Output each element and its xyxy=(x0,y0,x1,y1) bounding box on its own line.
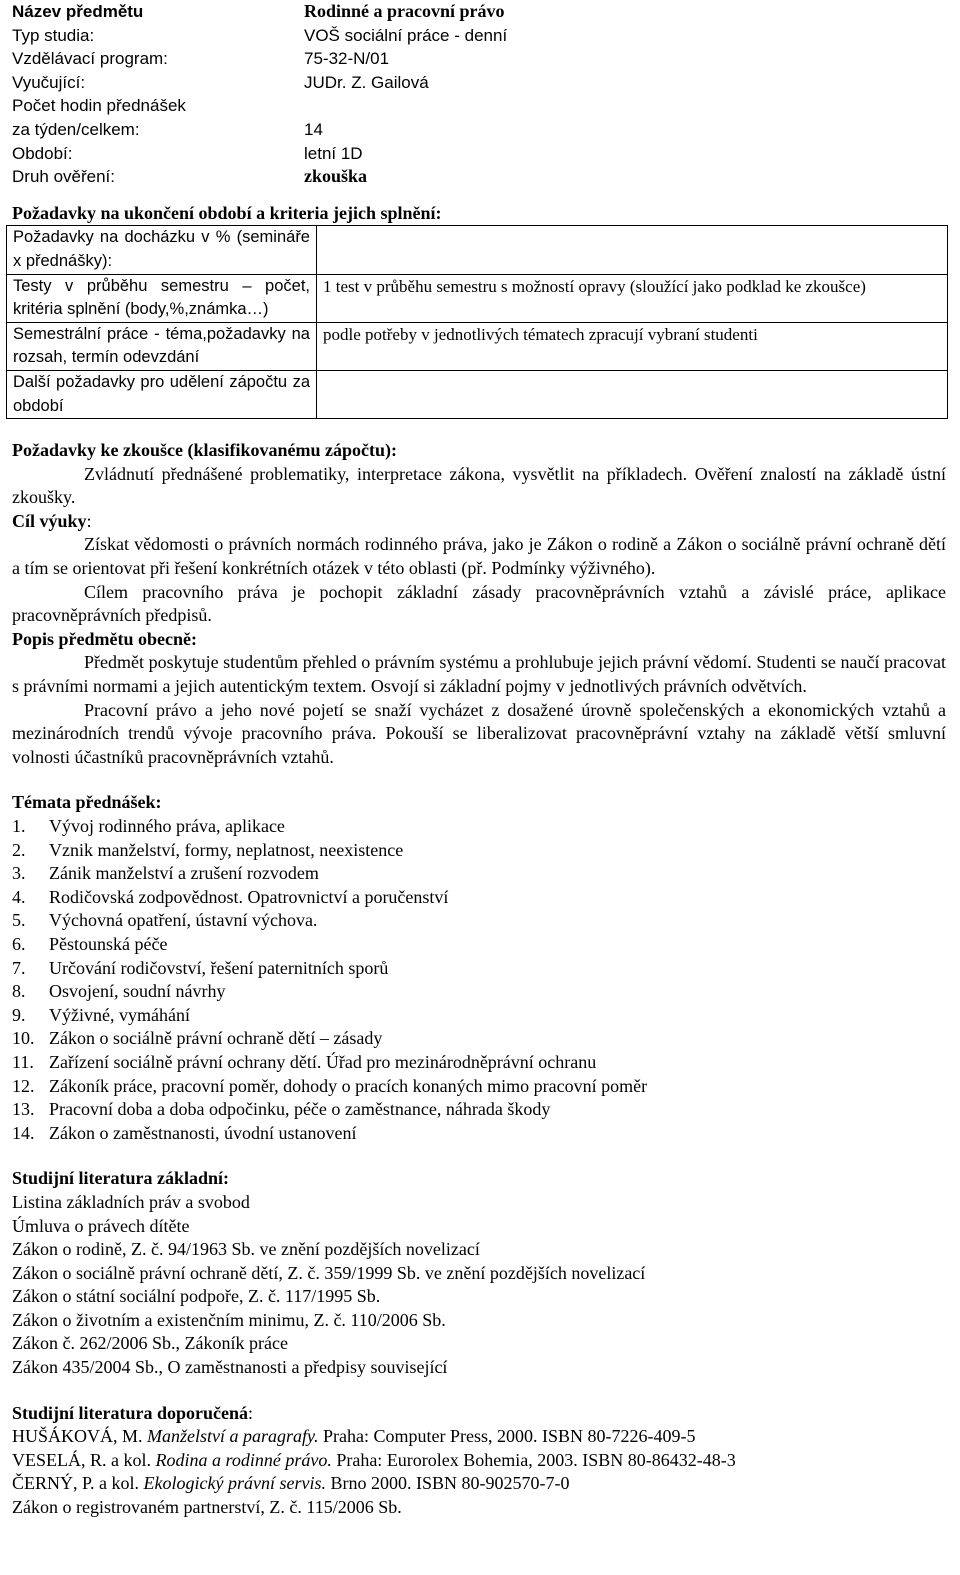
list-item xyxy=(12,815,946,839)
literature-recommended-heading xyxy=(12,1402,946,1426)
table-row xyxy=(7,274,948,322)
list-item xyxy=(12,1098,946,1122)
header-label: Typ studia: xyxy=(12,25,95,45)
literature-recommended-list xyxy=(12,1425,946,1519)
topic-text: Pěstounská péče xyxy=(49,933,168,954)
list-item: Zákon o státní sociální podpoře, Z. č. 117/1995 Sb. xyxy=(12,1286,381,1307)
topic-number: 10. xyxy=(12,1028,35,1049)
list-item: Zákon 435/2004 Sb., O zaměstnanosti a předpisy související xyxy=(12,1357,448,1378)
requirements-table xyxy=(6,225,948,419)
lit-author: ČERNÝ, P. a kol. xyxy=(12,1473,144,1494)
topic-number: 3. xyxy=(12,863,26,884)
header-row-program xyxy=(12,47,946,71)
topic-number: 5. xyxy=(12,910,26,931)
header-row-teacher xyxy=(12,71,946,95)
list-item: Zákon o sociálně právní ochraně dětí, Z. č. 359/1999 Sb. ve znění pozdějších novelizací xyxy=(12,1262,646,1283)
list-item xyxy=(12,1004,946,1028)
topic-number: 4. xyxy=(12,886,26,907)
topic-text: Zákoník práce, pracovní poměr, dohody o pracích konaných mimo pracovní poměr xyxy=(49,1075,648,1096)
topic-text: Pracovní doba a doba odpočinku, péče o zaměstnance, náhrada škody xyxy=(49,1099,551,1120)
header-row-hours-title xyxy=(12,94,946,118)
list-item: Úmluva o právech dítěte xyxy=(12,1215,190,1236)
list-item xyxy=(12,862,946,886)
topic-text: Rodičovská zodpovědnost. Opatrovnictví a poručenství xyxy=(49,886,449,907)
goal-title: Cíl výuky xyxy=(12,510,87,531)
lit-publisher: Praha: Computer Press, 2000. ISBN 80-7226-409-5 xyxy=(318,1426,696,1447)
description-paragraph: Pracovní právo a jeho nové pojetí se snaží vycházet z dosažené úrovně společenských a ekonomických vztahů a mezinárodních trendů vývoje pracovního práva. Pokouší se liberalizovat pracovněprávní vztahy na základě větší smluvní volnosti účastníků pracovněprávních vztahů. xyxy=(12,699,946,767)
table-cell-label: Další požadavky pro udělení zápočtu za období xyxy=(7,370,317,418)
table-row xyxy=(7,322,948,370)
list-item xyxy=(12,980,946,1004)
list-item xyxy=(12,1122,946,1146)
requirements-title: Požadavky na ukončení období a kriteria jejich splnění: xyxy=(12,202,442,223)
header-row-course-name xyxy=(12,0,946,24)
topic-number: 9. xyxy=(12,1004,26,1025)
header-label: Druh ověření: xyxy=(12,167,115,187)
list-item xyxy=(12,1075,946,1099)
study-type: VOŠ sociální práce - denní xyxy=(304,25,508,45)
lit-author: VESELÁ, R. a kol. xyxy=(12,1449,156,1470)
topic-number: 8. xyxy=(12,981,26,1002)
topic-text: Vznik manželství, formy, neplatnost, neexistence xyxy=(49,839,404,860)
topic-text: Zákon o sociálně právní ochraně dětí – zásady xyxy=(49,1028,383,1049)
header-label: Počet hodin přednášek xyxy=(12,96,186,116)
goal-heading xyxy=(12,510,946,534)
list-item xyxy=(12,1472,946,1496)
literature-basic-title: Studijní literatura základní: xyxy=(12,1168,230,1189)
teacher-name: JUDr. Z. Gailová xyxy=(304,72,429,92)
table-row xyxy=(7,226,948,274)
topics-title: Témata přednášek: xyxy=(12,792,162,813)
lit-title: Rodina a rodinné právo. xyxy=(155,1449,332,1470)
exam-text: Zvládnutí přednášené problematiky, interpretace zákona, vysvětlit na příkladech. Ověření znalostí na základě ústní zkoušky. xyxy=(12,463,946,508)
header-row-verification xyxy=(12,165,946,189)
topic-number: 7. xyxy=(12,957,26,978)
table-cell-value: 1 test v průběhu semestru s možností opravy (sloužící jako podklad ke zkoušce) xyxy=(317,274,948,322)
list-item xyxy=(12,839,946,863)
syllabus-document xyxy=(12,0,946,1520)
list-item xyxy=(12,957,946,981)
list-item xyxy=(12,933,946,957)
description-title: Popis předmětu obecně: xyxy=(12,628,197,649)
topic-text: Zařízení sociálně právní ochrany dětí. Úřad pro mezinárodněprávní ochranu xyxy=(49,1051,597,1072)
hours-value: 14 xyxy=(304,119,323,139)
exam-title: Požadavky ke zkoušce (klasifikovanému zápočtu): xyxy=(12,440,398,461)
topic-number: 13. xyxy=(12,1099,35,1120)
topic-text: Zánik manželství a zrušení rozvodem xyxy=(49,863,319,884)
table-cell-value: podle potřeby v jednotlivých tématech zpracují vybraní studenti xyxy=(317,322,948,370)
period-value: letní 1D xyxy=(304,143,363,163)
topic-number: 14. xyxy=(12,1122,35,1143)
list-item: Zákon č. 262/2006 Sb., Zákoník práce xyxy=(12,1333,288,1354)
header-row-hours xyxy=(12,118,946,142)
verification-value: zkouška xyxy=(304,166,368,187)
program-code: 75-32-N/01 xyxy=(304,49,390,69)
description-paragraph: Předmět poskytuje studentům přehled o právním systému a prohlubuje jejich právní vědomí. Studenti se naučí pracovat s právními normami a jejich autentickým textem. Osvojí si základní pojmy v jednotlivých právních odvětvích. xyxy=(12,652,946,697)
list-item xyxy=(12,886,946,910)
topic-text: Výživné, vymáhání xyxy=(49,1004,190,1025)
header-row-period xyxy=(12,142,946,166)
goal-paragraph: Cílem pracovního práva je pochopit základní zásady pracovněprávních vztahů a závislé práce, aplikace pracovněprávních předpisů. xyxy=(12,581,946,626)
list-item: Zákon o životním a existenčním minimu, Z. č. 110/2006 Sb. xyxy=(12,1309,446,1330)
topics-list xyxy=(12,815,946,1145)
topic-text: Zákon o zaměstnanosti, úvodní ustanovení xyxy=(49,1122,357,1143)
table-cell-label: Testy v průběhu semestru – počet, kritéria splnění (body,%,známka…) xyxy=(7,274,317,322)
header-label: Období: xyxy=(12,143,73,163)
header-label: Název předmětu xyxy=(12,2,144,21)
goal-colon: : xyxy=(86,510,92,531)
lit-publisher: Brno 2000. ISBN 80-902570-7-0 xyxy=(325,1473,570,1494)
list-item xyxy=(12,909,946,933)
table-cell-value xyxy=(317,370,948,418)
table-cell-label: Semestrální práce - téma,požadavky na rozsah, termín odevzdání xyxy=(7,322,317,370)
list-item: Listina základních práv a svobod xyxy=(12,1191,250,1212)
list-item xyxy=(12,1496,946,1520)
header-label: Vyučující: xyxy=(12,72,86,92)
list-item xyxy=(12,1425,946,1449)
table-cell-value xyxy=(317,226,948,274)
topic-number: 11. xyxy=(12,1051,34,1072)
header-row-study-type xyxy=(12,24,946,48)
topic-text: Výchovná opatření, ústavní výchova. xyxy=(49,910,318,931)
goal-paragraph: Získat vědomosti o právních normách rodinného práva, jako je Zákon o rodině a Zákon o sociálně právní ochraně dětí a tím se orientovat při řešení konkrétních otázek v této oblasti (př. Podmínky výživného). xyxy=(12,534,946,579)
topic-text: Určování rodičovství, řešení paternitních sporů xyxy=(49,957,389,978)
lit-publisher: Praha: Eurorolex Bohemia, 2003. ISBN 80-86432-48-3 xyxy=(331,1449,736,1470)
list-item: Zákon o rodině, Z. č. 94/1963 Sb. ve znění pozdějších novelizací xyxy=(12,1239,480,1260)
list-item xyxy=(12,1051,946,1075)
literature-basic-list xyxy=(12,1191,946,1380)
course-name: Rodinné a pracovní právo xyxy=(304,1,505,21)
header-label: za týden/celkem: xyxy=(12,119,140,139)
topic-number: 2. xyxy=(12,839,26,860)
header-label: Vzdělávací program: xyxy=(12,49,168,69)
lit-author: Zákon o registrovaném partnerství, Z. č. 115/2006 Sb. xyxy=(12,1497,402,1518)
topic-number: 12. xyxy=(12,1075,35,1096)
topic-number: 1. xyxy=(12,816,26,836)
table-cell-label: Požadavky na docházku v % (semináře x přednášky): xyxy=(7,226,317,274)
course-header xyxy=(12,0,946,189)
topic-text: Osvojení, soudní návrhy xyxy=(49,981,226,1002)
literature-recommended-title: Studijní literatura doporučená xyxy=(12,1402,249,1423)
lit-author: HUŠÁKOVÁ, M. xyxy=(12,1426,148,1447)
table-row xyxy=(7,370,948,418)
list-item xyxy=(12,1027,946,1051)
literature-recommended-colon: : xyxy=(248,1402,254,1423)
lit-title: Ekologický právní servis. xyxy=(143,1473,326,1494)
lit-title: Manželství a paragrafy. xyxy=(147,1426,319,1447)
topic-text: Vývoj rodinného práva, aplikace xyxy=(49,816,285,836)
topic-number: 6. xyxy=(12,933,26,954)
list-item xyxy=(12,1449,946,1473)
